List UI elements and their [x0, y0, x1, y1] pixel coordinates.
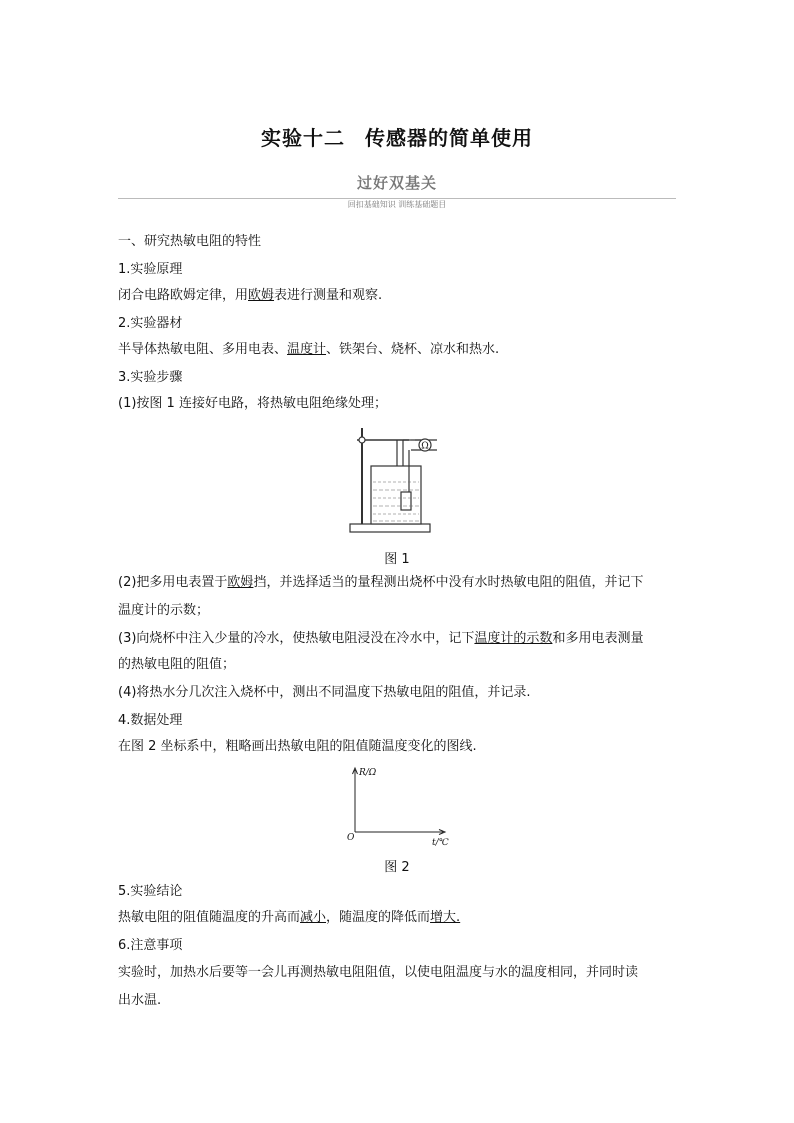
banner-subtitle: 回扣基础知识 训练基础题目	[0, 192, 794, 211]
blank-answer: 减小	[300, 910, 327, 925]
heading-conclusion: 5.实验结论	[118, 884, 183, 899]
title-part1: 实验十二	[261, 126, 345, 150]
blank-answer: 温度计的示数	[474, 631, 553, 646]
heading-steps: 3.实验步骤	[118, 370, 183, 385]
figure-2-caption: 图 2	[384, 860, 410, 875]
section-banner: 过好双基关	[356, 174, 437, 192]
principle-text: 闭合电路欧姆定律，用欧姆表进行测量和观察.	[118, 288, 383, 303]
data-text: 在图 2 坐标系中，粗略画出热敏电阻的阻值随温度变化的图线.	[118, 739, 477, 754]
figure-1-apparatus	[345, 424, 455, 536]
blank-answer: 增大.	[430, 910, 461, 925]
origin-label: O	[347, 833, 355, 843]
step-2: (2)把多用电表置于欧姆挡，并选择适当的量程测出烧杯中没有水时热敏电阻的阻值，并记下	[118, 575, 644, 590]
section-heading: 一、研究热敏电阻的特性	[118, 234, 262, 249]
step-3-continued: 的热敏电阻的阻值；	[118, 657, 236, 672]
step-3: (3)向烧杯中注入少量的冷水，使热敏电阻浸没在冷水中，记下温度计的示数和多用电表测量	[118, 631, 644, 646]
step-2-continued: 温度计的示数；	[118, 603, 210, 618]
notes-text-continued: 出水温.	[118, 993, 162, 1008]
equipment-text: 半导体热敏电阻、多用电表、温度计、铁架台、烧杯、凉水和热水.	[118, 342, 500, 357]
blank-answer: 欧姆	[227, 575, 254, 590]
heading-notes: 6.注意事项	[118, 938, 183, 953]
heading-equipment: 2.实验器材	[118, 316, 183, 331]
y-axis-label: R/Ω	[359, 768, 377, 778]
title-part2: 传感器的简单使用	[365, 126, 533, 150]
page-title	[0, 122, 794, 151]
figure-1-caption: 图 1	[384, 552, 410, 567]
ohm-symbol: Ω	[421, 441, 429, 452]
figure-2-axes	[335, 760, 460, 850]
conclusion-text: 热敏电阻的阻值随温度的升高而减小，随温度的降低而增大.	[118, 910, 461, 925]
blank-answer: 欧姆	[248, 288, 275, 303]
step-1: (1)按图 1 连接好电路，将热敏电阻绝缘处理；	[118, 396, 387, 411]
heading-principle: 1.实验原理	[118, 262, 183, 277]
notes-text: 实验时，加热水后要等一会儿再测热敏电阻阻值，以使电阻温度与水的温度相同，并同时读	[118, 965, 639, 980]
heading-data: 4.数据处理	[118, 713, 183, 728]
blank-answer: 温度计	[287, 342, 327, 357]
x-axis-label: t/℃	[432, 838, 449, 848]
step-4: (4)将热水分几次注入烧杯中，测出不同温度下热敏电阻的阻值，并记录.	[118, 685, 531, 700]
